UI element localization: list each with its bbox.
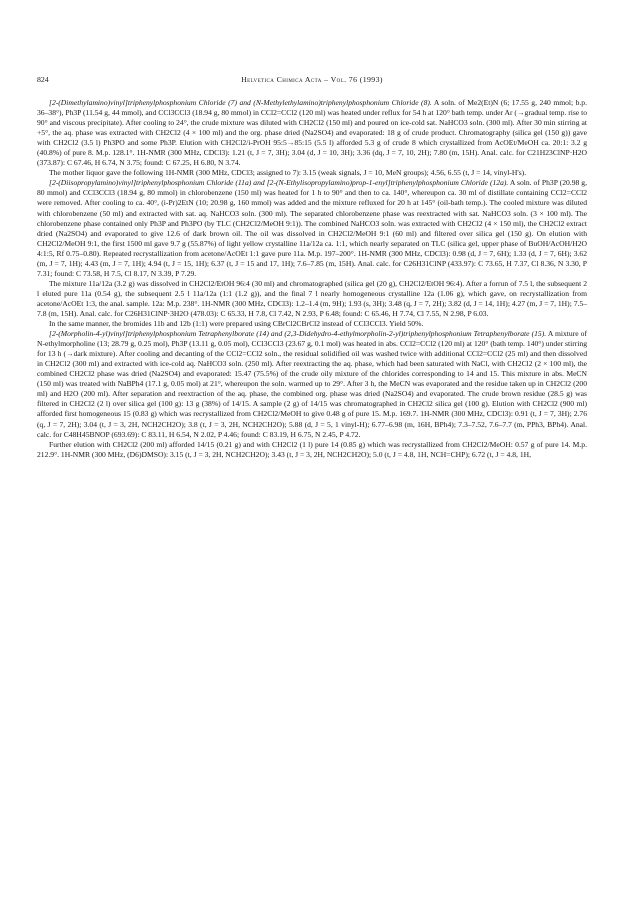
paragraph-text: A soln. of Ph3P (20.98 g, 80 mmol) and CCl3CCl3 (18.94 g, 80 mmol) in chlorobenzene (150 ml) was heated for 1 h to 90° and then to ca. 140°, whereupon ca. 30 ml of distillate containing CCl2=CCl2 were removed. After cooling to ca. 40°, (i-Pr)2EtN (10; 20.98 g, 160 mmol) was added and the mixture refluxed for 20 h at 145° (oil-bath temp.). The cooled mixture was diluted with chlorobenzene (50 ml) and extracted with sat. aq. NaHCO3 soln. (300 ml). The separated chlorobenzene phase was reextracted with sat. NaHCO3 soln. (3 × 100 ml). The chlorobenzene phase contained only Ph3P and Ph3PO (by TLC (CH2Cl2/MeOH 9:1)). The combined NaHCO3 soln. was extracted with CH2Cl2 (4 × 150 ml), the CH2Cl2 extract dried (Na2SO4) and evaporated to give 12.6 of dark brown oil. The oil was dissolved in CH2Cl2/MeOH 9:1 (60 ml) and filtered over silica gel (150 g). On elution with CH2Cl2/MeOH 9:1, the first 1500 ml gave 9.7 g (55.87%) of light yellow crystalline 11a/12a ca. 1:1, which nearly separated on TLC (silica gel, upper phase of BuOH/AcOH/H2O 4:1:5, Rf 0.75–0.80). Repeated recrystallization from acetone/AcOEt 1:1 gave pure 11a. M.p. 197–200°. 1H-NMR (300 MHz, CDCl3): 0.98 (d, J = 7, 6H); 1.33 (d, J = 7, 6H); 3.62 (m, J = 7, 1H); 4.43 (m, J = 7, 1H); 4.94 (t, J = 15, 1H); 6.37 (t, J = 15 and 17, 1H); 7.6–7.85 (m, 15H). Anal. calc. for C26H31ClNP (433.97): C 73.65, H 7.37, Cl 8.36, N 3.30, P 7.31; found: C 73.58, H 7.5, Cl 8.17, N 3.39, P 7.29. bbox=[37, 178, 587, 278]
paragraph-text: Further elution with CH2Cl2 (200 ml) afforded 14/15 (0.21 g) and with CH2Cl2 (1 l) pure 14 (0.85 g) which was recrystallized from CH2Cl2/MeOH: 0.57 g of pure 14. M.p. 212.9°. 1H-NMR (300 MHz, (D6)DMSO): 3.15 (t, J = 3, 2H, NCH2CH2O); 3.43 (t, J = 3, 2H, NCH2CH2O); 5.0 (t, J = 4.8, 1H, NCH=CHP); 6.72 (t, J = 4.8, 1H, bbox=[37, 439, 587, 459]
article-body bbox=[37, 98, 587, 460]
journal-title: Helvetica Chimica Acta – Vol. 76 (1993) bbox=[241, 75, 383, 84]
paragraph bbox=[37, 98, 587, 168]
paragraph bbox=[37, 319, 587, 329]
compound-title: [2-(Diisopropylamino)vinyl]triphenylphosphonium Chloride (11a) and [2-(N-Ethylisopropylamino)prop-1-enyl]triphenylphosphonium Chloride (12a). bbox=[49, 178, 509, 188]
paragraph-text: The mother liquor gave the following 1H-NMR (300 MHz, CDCl3; assigned to 7): 3.15 (weak signals, J = 10, MeN groups); 4.56, 6.55 (t, J = 14, vinyl-H's). bbox=[49, 168, 527, 178]
running-header bbox=[37, 75, 587, 89]
paragraph bbox=[37, 440, 587, 460]
paragraph bbox=[37, 168, 587, 178]
paragraph bbox=[37, 329, 587, 440]
paragraph bbox=[37, 279, 587, 319]
compound-title: [2-(Dimethylamino)vinyl]triphenylphosphonium Chloride (7) and (N-Methylethylamino)triphenylphosphonium Chloride (8). bbox=[49, 98, 432, 107]
paragraph-text: A soln. of Me2(Et)N (6; 17.55 g, 240 mmol; b.p. 36–38°), Ph3P (11.54 g, 44 mmol), and CCl3CCl3 (18.94 g, 80 mmol) in CCl2=CCl2 (120 ml) was heated under reflux for 54 h at 120° bath temp. under Ar (→gradual temp. rise to 90° and viscous precipitate). After cooling to 24°, the crude mixture was diluted with CH2Cl2 (150 ml) and poured on ice-cold sat. NaHCO3 soln. (300 ml). After 30 min stirring at +5°, the aq. phase was extracted with CH2Cl2 (4 × 100 ml) and the org. phase dried (Na2SO4) and evaporated: 18 g of crude product. Chromatography (silica gel (150 g)) gave with CH2Cl2 (3.5 l) Ph3PO and some Ph3P. Elution with CH2Cl2/i-PrOH 95:5→85:15 (5.5 l) afforded 5.3 g of crude 8 which crystallized from AcOEt/MeOH ca. 20:1: 3.2 g (40.8%) of pure 8. M.p. 128.1°. 1H-NMR (300 MHz, CDCl3): 1.21 (t, J = 7, 3H); 3.04 (d, J = 10, 3H); 3.36 (dq, J = 7, 10, 2H); 7.80 (m, 15H). Anal. calc. for C21H23ClNP·H2O (373.87): C 67.46, H 6.74, N 3.75; found: C 67.25, H 6.80, N 3.74. bbox=[37, 98, 588, 168]
compound-title: [2-(Morpholin-4-yl)vinyl]triphenylphosphonium Tetraphenylborate (14) and (2,3-Didehydro-4-ethylmorpholin-2-yl)triphenylphosphonium Tetraphenylborate (15). bbox=[49, 329, 547, 339]
page-number: 824 bbox=[37, 75, 49, 84]
paragraph-text: A mixture of N-ethylmorpholine (13; 28.79 g, 0.25 mol), Ph3P (13.11 g, 0.05 mol), CCl3CCl3 (23.67 g, 0.1 mol) was heated in abs. CCl2=CCl2 (120 ml) at 120° (bath temp. 140°) under stirring for 13 h (→dark mixture). After cooling and decanting of the CCl2=CCl2 soln., the residual solidified oil was washed twice with additional CCl2=CCl2 (25 ml) and then dissolved in CH2Cl2 (300 ml) and extracted with ice-cold aq. NaHCO3 soln. (250 ml). After reextracting the aq. phase, which had been saturated with NaCl, with CH2Cl2 (2 × 100 ml), the combined CH2Cl2 phase was dried (Na2SO4) and evaporated: 15.47 (75.5%) of the crude oily mixture of the chlorides corresponding to 14 and 15. This mixture in abs. MeCN (150 ml) was treated with NaBPh4 (17.1 g, 0.05 mol) at 21°, whereupon the soln. warmed up to 29°. After 3 h, the MeCN was evaporated and the residue taken up in CH2Cl2 (200 ml) and H2O (200 ml). After separation and reextraction of the aq. phase, the combined org. phase was dried (Na2SO4) and evaporated. The crude brown residue (28.5 g) was filtered in CH2Cl2 (2 l) over silica gel (100 g): 13 g (38%) of 14/15. A sample (2 g) of 14/15 was chromatographed in CH2Cl2 silica gel (100 g). Elution with CH2Cl2 (900 ml) afforded first homogeneous 15 (0.83 g) which was recrystallized from CH2Cl2/MeOH to give 0.48 g of pure 15. M.p. 169.7. 1H-NMR (300 MHz, CDCl3): 0.91 (t, J = 7, 3H); 2.76 (q, J = 7, 2H); 3.04 (t, J = 3, 2H, NCH2CH2O); 3.8 (t, J = 3, 2H, NCH2CH2O); 5.88 (d, J = 5, 1 vinyl-H); 6.77–6.98 (m, 16H, BPh4); 7.3–7.52, 7.6–7.7 (m, PPh3, BPh4). Anal. calc. for C48H45BNOP (693.69): C 83.11, H 6.54, N 2.02, P 4.46; found: C 83.19, H 6.75, N 2.45, P 4.72. bbox=[37, 329, 587, 439]
paragraph-text: The mixture 11a/12a (3.2 g) was dissolved in CH2Cl2/EtOH 96:4 (30 ml) and chromatographed (silica gel (20 g), CH2Cl2/EtOH 96:4). After a forrun of 7.5 l, the subsequent 2 l eluted pure 11a (0.54 g), the subsequent 2.5 l 11a/12a (1:1 (1.2 g)), and the final 7 l nearly homogeneous crystalline 12a (1.06 g), which gave, on recrystallization from acetone/AcOEt 1:3, the anal. sample. 12a: M.p. 238°. 1H-NMR (300 MHz, CDCl3): 1.2–1.4 (m, 9H); 1.93 (s, 3H); 3.48 (q, J = 7, 2H); 3.82 (d, J = 14, 1H); 4.27 (m, J = 7, 1H); 7.5–7.8 (m, 15H). Anal. calc. for C26H31ClNP·3H2O (478.03): C 65.33, H 7.8, Cl 7.42, N 2.93, P 6.48; found: C 65.46, H 7.74, Cl 7.55, N 2.98, P 6.03. bbox=[37, 278, 587, 318]
paragraph-text: In the same manner, the bromides 11b and 12b (1:1) were prepared using CBrCl2CBrCl2 instead of CCl3CCl3. Yield 50%. bbox=[49, 319, 424, 329]
paragraph bbox=[37, 178, 587, 278]
